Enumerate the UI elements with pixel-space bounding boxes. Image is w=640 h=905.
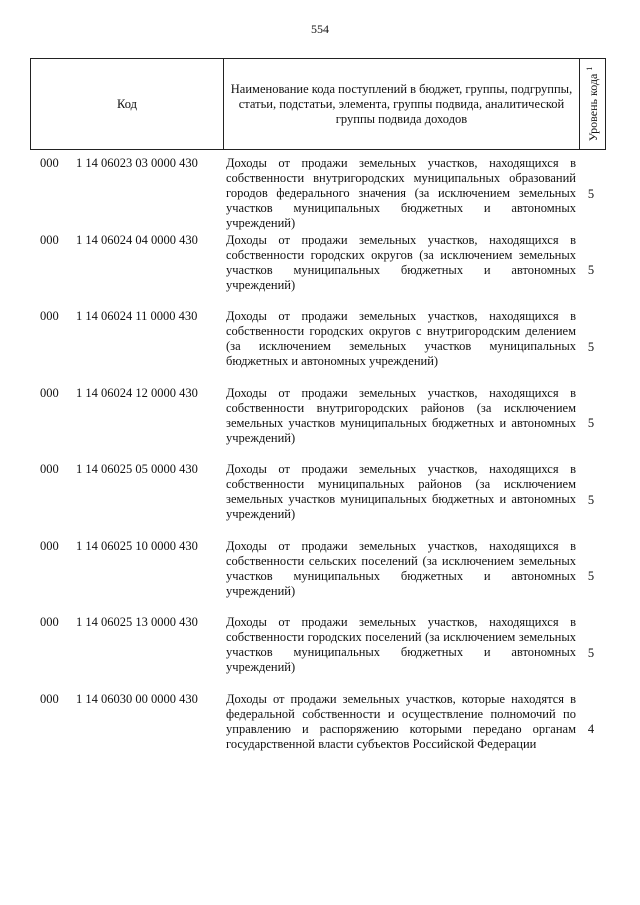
table-row (40, 539, 606, 616)
admin-code: 000 (40, 615, 59, 629)
revenue-code: 1 14 06024 04 0000 430 (76, 232, 198, 247)
revenue-code: 1 14 06025 05 0000 430 (76, 462, 198, 476)
admin-code: 000 (40, 462, 59, 476)
admin-code: 000 (40, 385, 59, 400)
admin-code: 000 (40, 156, 59, 170)
admin-code: 000 (40, 691, 59, 706)
admin-code: 000 (40, 232, 59, 247)
revenue-code: 1 14 06024 12 0000 430 (76, 385, 198, 400)
code-level: 5 (587, 569, 595, 584)
table-row (40, 462, 606, 539)
table-body (40, 156, 606, 768)
page-number: 554 (311, 22, 329, 36)
code-level: 4 (587, 722, 595, 737)
code-level: 5 (587, 492, 595, 507)
table-row (40, 233, 606, 310)
revenue-name: Доходы от продажи земельных участков, находящихся в собственности городских округов (за исключением земельных участков муниципальных бюджетных и автономных учреждений) (226, 232, 576, 292)
table-row (40, 615, 606, 692)
table-row (40, 386, 606, 463)
header-level-text: Уровень кода (585, 73, 600, 142)
revenue-name: Доходы от продажи земельных участков, находящихся в собственности сельских поселений (за исключением земельных участков муниципальных бюджетных и автономных учреждений) (226, 538, 576, 598)
revenue-code: 1 14 06024 11 0000 430 (76, 309, 198, 323)
code-level: 5 (587, 339, 595, 354)
revenue-name: Доходы от продажи земельных участков, находящихся в собственности городских округов с внутригородским делением (за исключением земельных участков муниципальных бюджетных и автономных учреждений) (226, 309, 576, 368)
code-level: 5 (587, 645, 595, 660)
revenue-name: Доходы от продажи земельных участков, находящихся в собственности внутригородских районов (за исключением земельных участков муниципальных бюджетных и автономных учреждений) (226, 385, 576, 445)
table-row (40, 156, 606, 233)
code-level: 5 (587, 186, 595, 201)
code-level: 5 (587, 416, 595, 431)
revenue-name: Доходы от продажи земельных участков, которые находятся в федеральной собственности и осуществление полномочий по управлению и распоряжению которыми передано органам государственной власти субъектов Российской Федерации (226, 691, 576, 751)
revenue-name: Доходы от продажи земельных участков, находящихся в собственности внутригородских муниципальных образований городов федерального значения (за исключением земельных участков муниципальных бюджетных и автономных учреждений) (226, 156, 576, 230)
footnote-marker: 1 (584, 66, 594, 71)
revenue-code: 1 14 06023 03 0000 430 (76, 156, 198, 170)
revenue-code: 1 14 06030 00 0000 430 (76, 691, 198, 706)
admin-code: 000 (40, 538, 59, 553)
header-code: Код (31, 59, 224, 149)
admin-code: 000 (40, 309, 59, 323)
header-level-label (585, 67, 601, 142)
table-row (40, 309, 606, 386)
code-level: 5 (587, 263, 595, 278)
table-row (40, 692, 606, 769)
header-name: Наименование кода поступлений в бюджет, группы, подгруппы, статьи, подстатьи, элемента, группы подвида, аналитической группы подвида доходов (224, 59, 580, 149)
revenue-name: Доходы от продажи земельных участков, находящихся в собственности городских поселений (за исключением земельных участков муниципальных бюджетных и автономных учреждений) (226, 615, 576, 674)
revenue-name: Доходы от продажи земельных участков, находящихся в собственности муниципальных районов (за исключением земельных участков муниципальных бюджетных и автономных учреждений) (226, 462, 576, 521)
header-level (580, 59, 605, 149)
table-header (30, 58, 606, 150)
revenue-code: 1 14 06025 10 0000 430 (76, 538, 198, 553)
revenue-code: 1 14 06025 13 0000 430 (76, 615, 198, 629)
